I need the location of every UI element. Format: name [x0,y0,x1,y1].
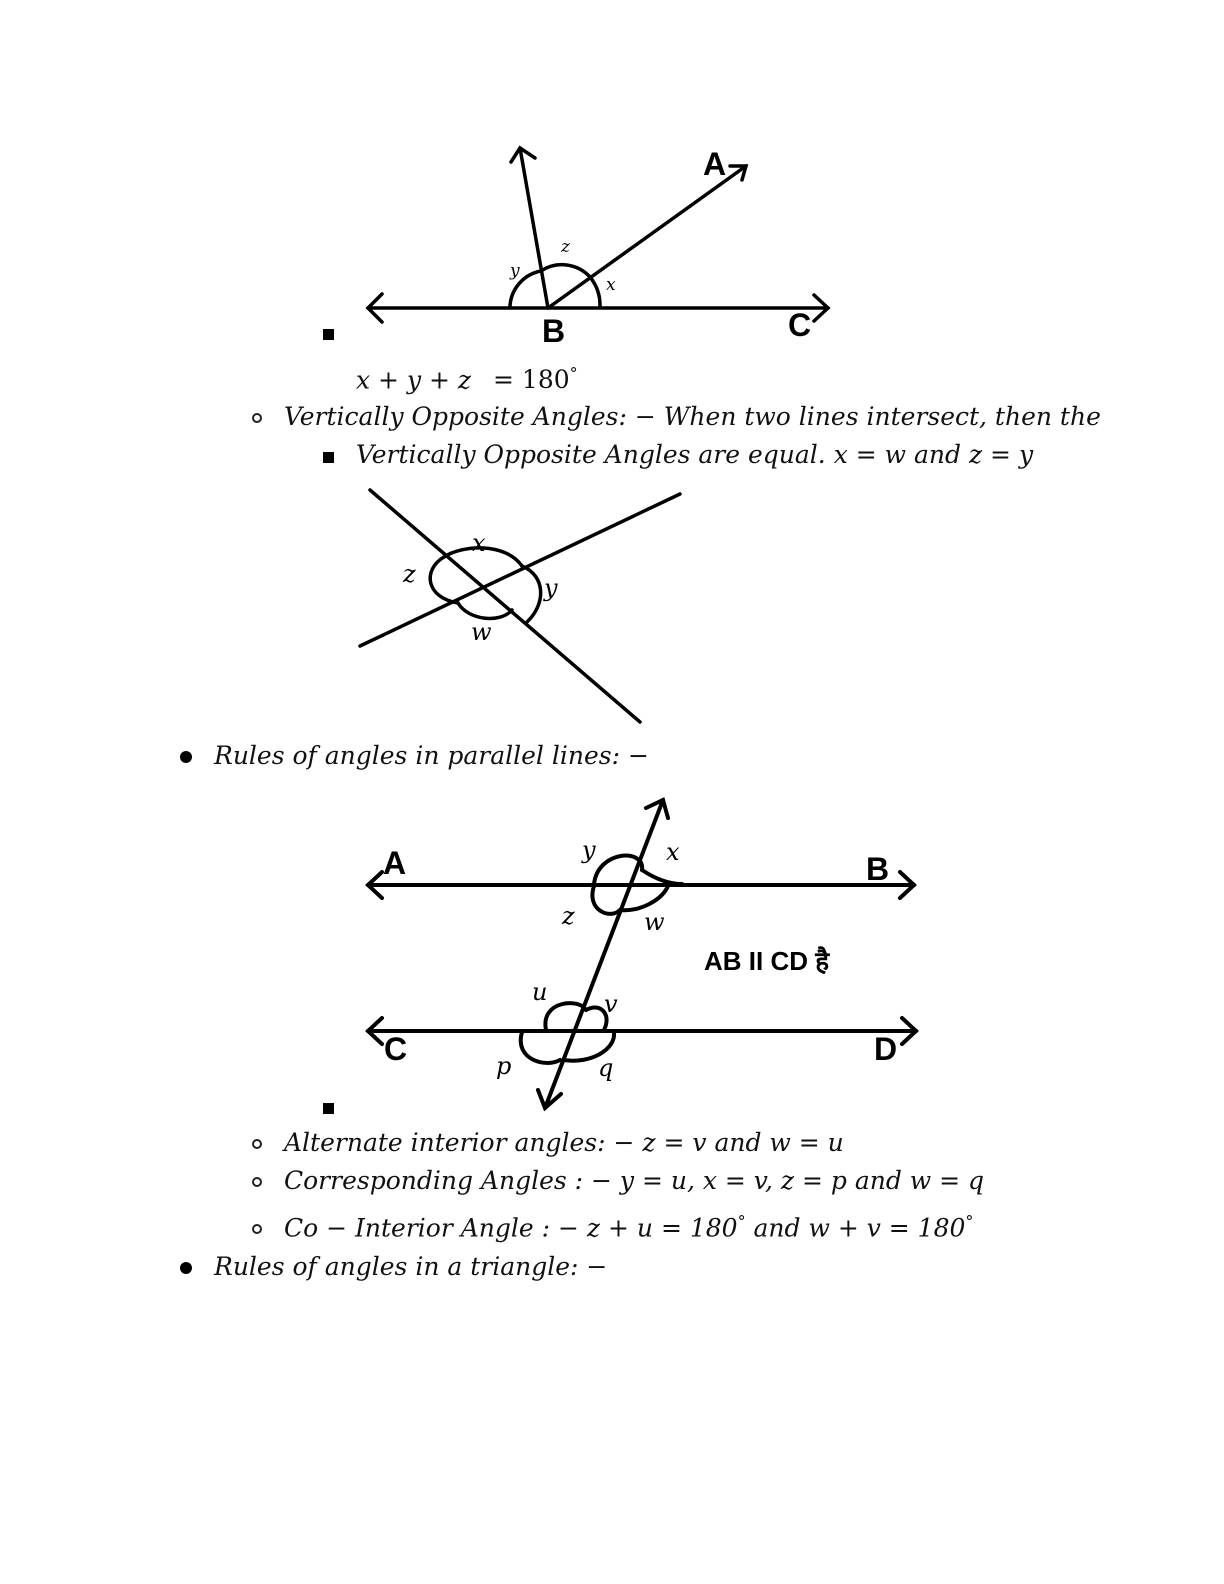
bullet-square [323,329,334,340]
bullet-square [323,452,334,463]
parallel-heading: Rules of angles in parallel lines: − [214,741,649,770]
angle-z-label: z [562,902,575,930]
arc-z [541,265,590,277]
angle-z-label: z [403,560,416,588]
rule-alternate-interior: Alternate interior angles: − z = v and w = u [284,1128,844,1157]
bullet-circle [252,413,262,423]
label-b: B [542,313,566,349]
bullet-circle [252,1139,262,1149]
ray-ba [548,166,746,308]
rule-co-interior [284,1212,973,1242]
bullet-dot [180,1262,192,1274]
angle-q-label: q [598,1054,614,1082]
equation-lhs: x + y + z [356,365,472,395]
vertical-heading: Vertically Opposite Angles: − When two lines intersect, then the [284,402,1101,431]
angle-y-label: y [544,574,558,602]
degree-symbol: ° [965,1212,974,1231]
rule-corresponding: Corresponding Angles : − y = u, x = v, z = p and w = q [284,1166,985,1195]
equation-sum-180 [356,364,578,394]
bullet-square [323,1103,334,1114]
bullet-dot [180,751,192,763]
vertical-detail: Vertically Opposite Angles are equal. x = w and z = y [356,440,1034,469]
ray-up [520,148,548,308]
equation-rhs: = 180 [493,365,570,395]
label-b: B [866,851,890,887]
line-1 [370,490,640,722]
arc-p [521,1032,560,1063]
angle-y-label: y [510,261,520,281]
label-d: D [874,1031,898,1067]
co-interior-part-a: Co − Interior Angle : − z + u = 180 [284,1213,738,1243]
label-c: C [788,307,812,343]
angle-u-label: u [532,978,548,1006]
angle-y-label: y [582,836,596,864]
figure-angles-on-line [0,0,1224,400]
angle-v-label: v [604,990,618,1018]
arc-z [592,886,620,914]
bullet-circle [252,1224,262,1234]
arc-x [642,870,682,884]
angle-z-label: z [561,237,570,257]
arc-y [522,566,541,622]
degree-symbol: ° [569,364,578,383]
degree-symbol: ° [737,1212,746,1231]
angle-x-label: x [606,275,616,295]
co-interior-part-b: and w + v = 180 [745,1213,966,1243]
angle-w-label: w [471,618,492,646]
angle-w-label: w [644,908,665,936]
angle-x-label: x [666,838,680,866]
label-a: A [703,146,727,182]
label-a: A [383,845,407,881]
arc-x [590,277,600,306]
figure-parallel-lines [0,785,1224,1120]
angle-p-label: p [496,1052,512,1080]
bullet-circle [252,1177,262,1187]
parallel-note: AB II CD है [704,946,830,976]
triangle-heading: Rules of angles in a triangle: − [214,1252,608,1281]
figure-vertical-angles [0,470,1224,740]
label-c: C [384,1031,408,1067]
angle-x-label: x [472,529,486,557]
